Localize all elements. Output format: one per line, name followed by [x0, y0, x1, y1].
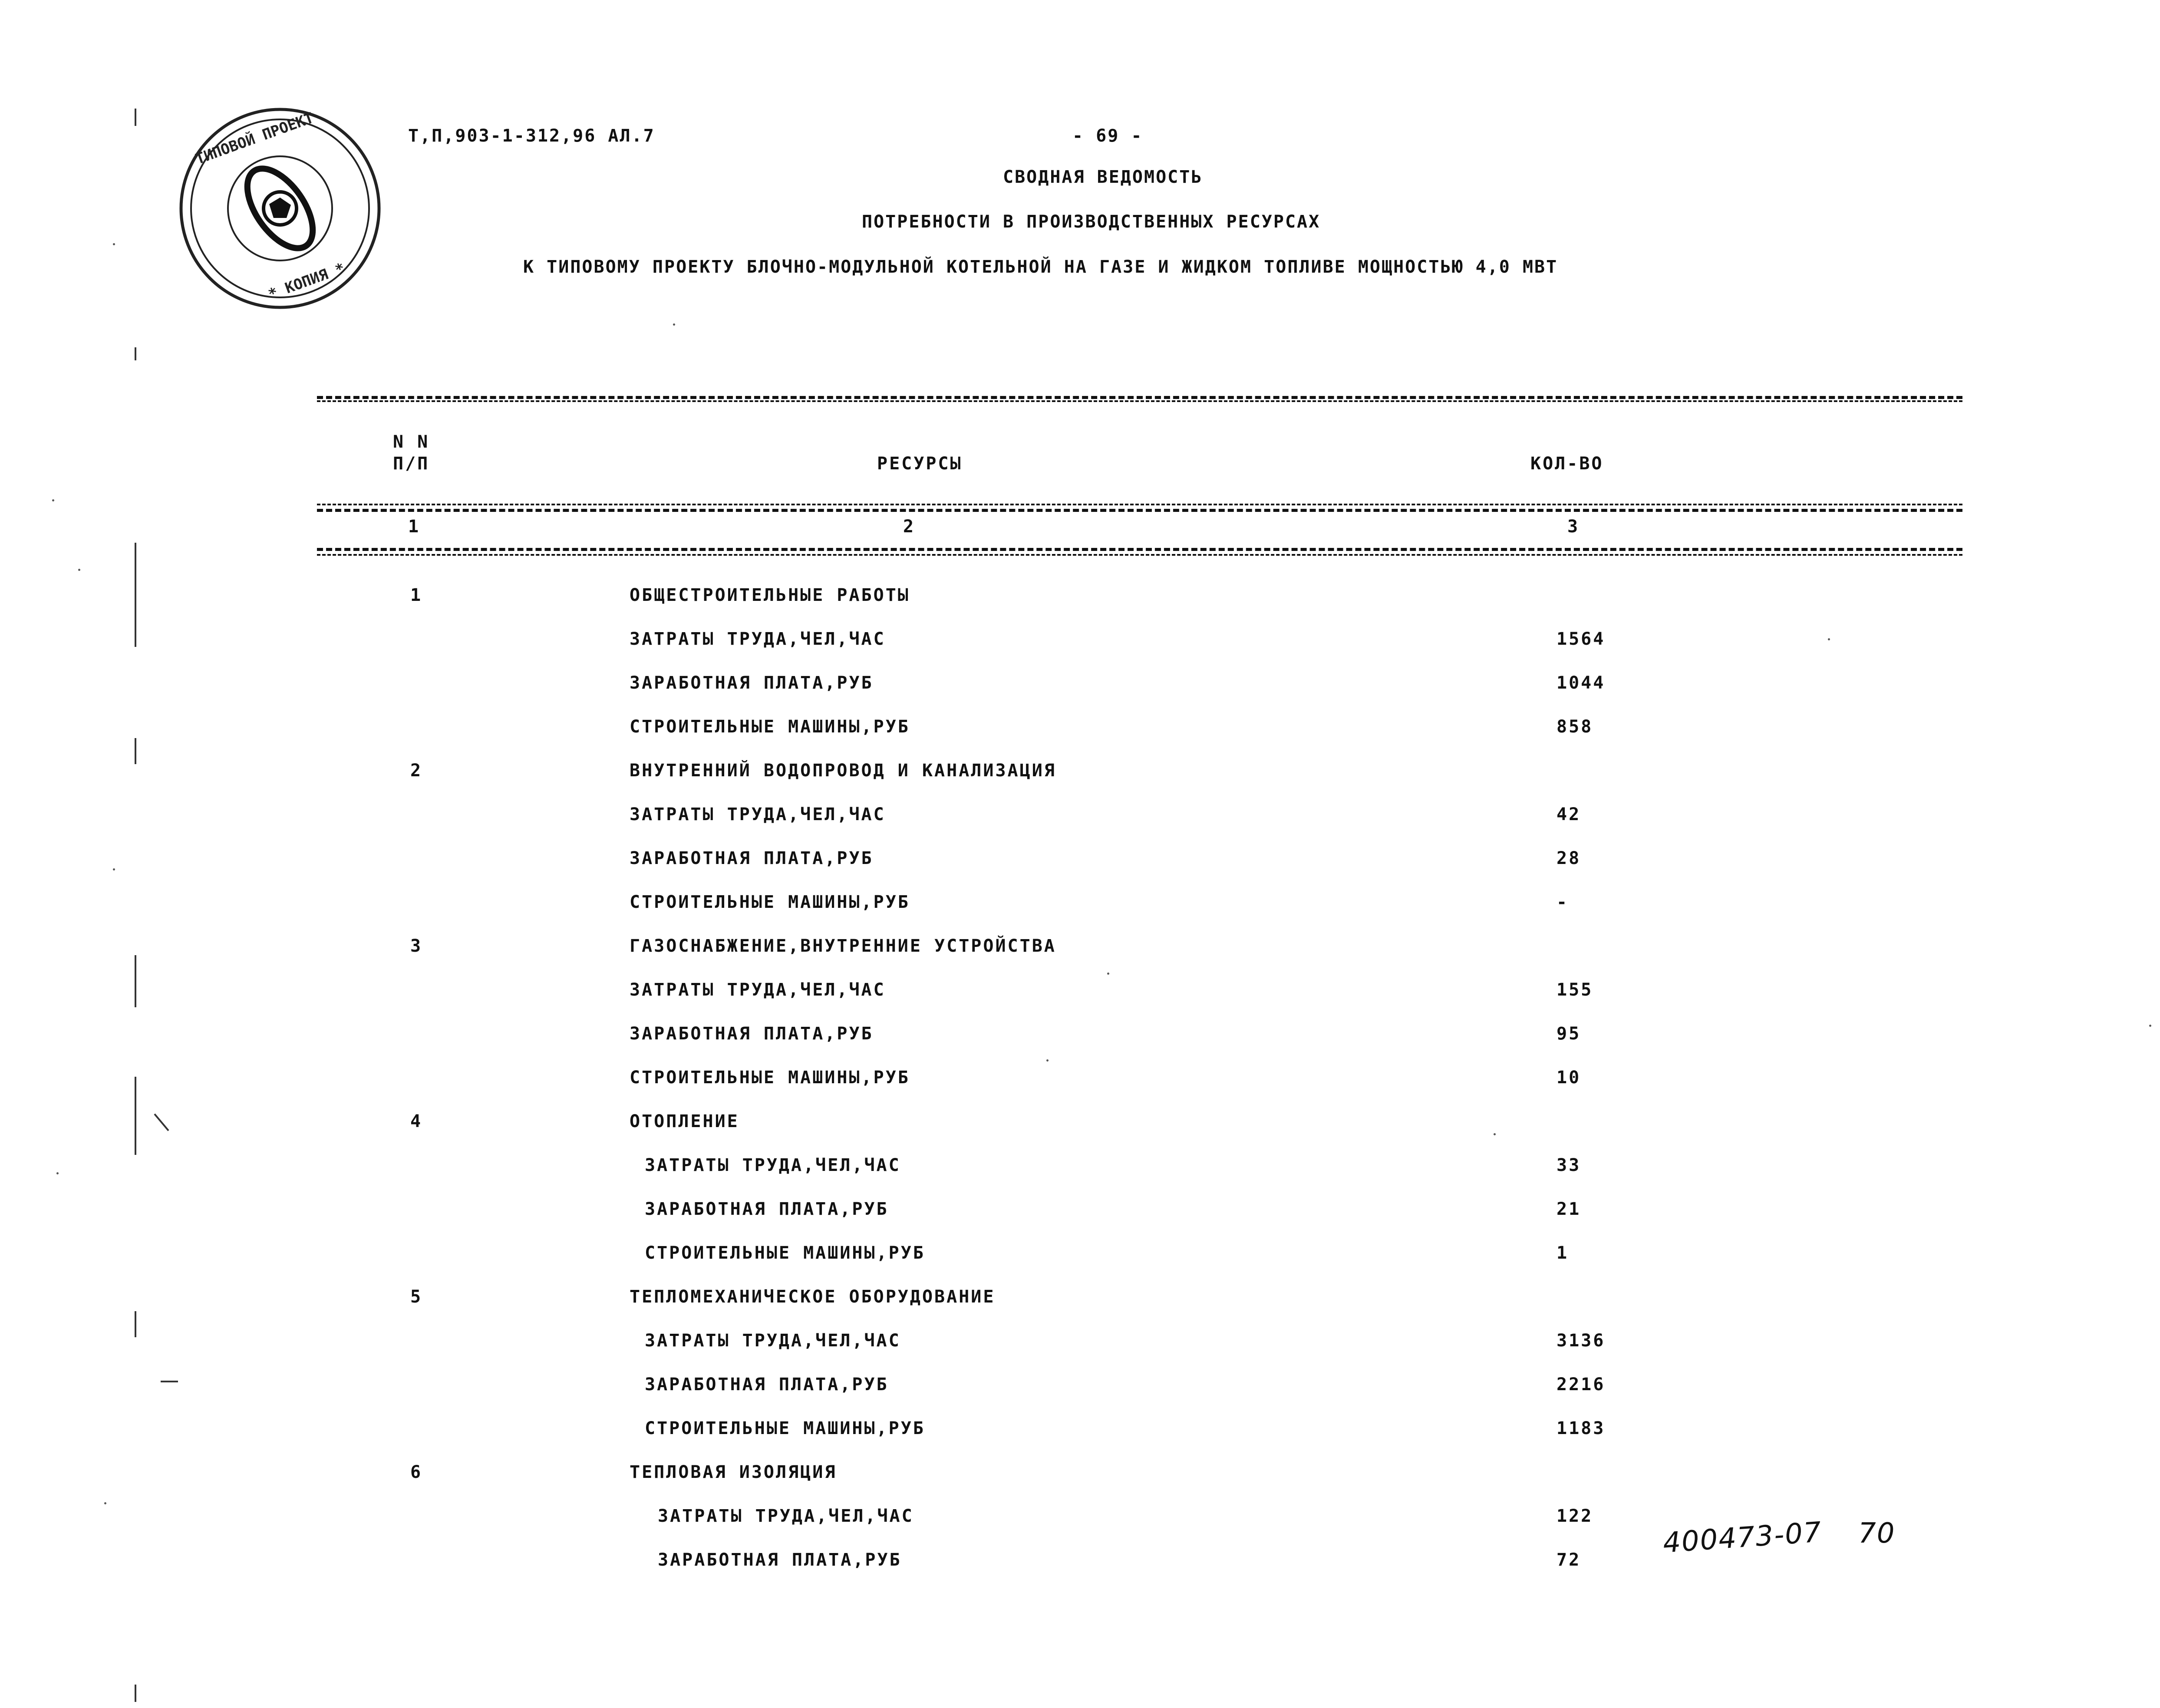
column-index-bottom-rule [317, 548, 1962, 551]
resource-quantity: 122 [1557, 1506, 1593, 1526]
resource-label: ЗАТРАТЫ ТРУДА,ЧЕЛ,ЧАС [630, 980, 886, 1000]
resource-label: ЗАРАБОТНАЯ ПЛАТА,РУБ [630, 673, 874, 693]
row-number: 2 [410, 761, 423, 781]
resource-quantity: 10 [1557, 1068, 1581, 1088]
svg-text:ТИПОВОЙ ПРОЕКТ: ТИПОВОЙ ПРОЕКТ [193, 109, 317, 168]
section-title: ВНУТРЕННИЙ ВОДОПРОВОД И КАНАЛИЗАЦИЯ [630, 761, 1056, 781]
resource-quantity: 1 [1557, 1243, 1569, 1263]
section-title: ТЕПЛОВАЯ ИЗОЛЯЦИЯ [630, 1462, 837, 1482]
resource-label: СТРОИТЕЛЬНЫЕ МАШИНЫ,РУБ [645, 1243, 925, 1263]
resource-quantity: 42 [1557, 805, 1581, 824]
resource-label: ЗАРАБОТНАЯ ПЛАТА,РУБ [630, 848, 874, 868]
resource-label: ЗАРАБОТНАЯ ПЛАТА,РУБ [630, 1024, 874, 1044]
row-number: 4 [410, 1111, 423, 1131]
row-number: 3 [410, 936, 423, 956]
resource-quantity: 858 [1557, 717, 1593, 737]
section-title: ОТОПЛЕНИЕ [630, 1111, 739, 1131]
resource-label: ЗАТРАТЫ ТРУДА,ЧЕЛ,ЧАС [645, 1331, 901, 1351]
resource-quantity: 33 [1557, 1155, 1581, 1175]
document-subtitle-2: К ТИПОВОМУ ПРОЕКТУ БЛОЧНО-МОДУЛЬНОЙ КОТЕЛЬНОЙ НА ГАЗЕ И ЖИДКОМ ТОПЛИВЕ МОЩНОСТЬЮ 4,0 МВТ [523, 257, 1558, 277]
column-header-resources: РЕСУРСЫ [877, 454, 963, 474]
column-index-1: 1 [408, 517, 421, 537]
resource-quantity: 28 [1557, 848, 1581, 868]
column-index-top-rule [317, 504, 1962, 505]
column-index-top-rule-2 [317, 509, 1962, 512]
resource-quantity: - [1557, 892, 1569, 912]
seal-stamp-icon [176, 104, 384, 313]
section-title: ТЕПЛОМЕХАНИЧЕСКОЕ ОБОРУДОВАНИЕ [630, 1287, 996, 1307]
resource-quantity: 95 [1557, 1024, 1581, 1044]
column-index-2: 2 [903, 517, 916, 537]
row-number: 5 [410, 1287, 423, 1307]
row-number: 6 [410, 1462, 423, 1482]
column-index-bottom-rule-2 [317, 554, 1962, 556]
resource-quantity: 155 [1557, 980, 1593, 1000]
section-title: ГАЗОСНАБЖЕНИЕ,ВНУТРЕННИЕ УСТРОЙСТВА [630, 936, 1056, 956]
resource-quantity: 2216 [1557, 1375, 1606, 1395]
resource-quantity: 3136 [1557, 1331, 1606, 1351]
resource-label: ЗАТРАТЫ ТРУДА,ЧЕЛ,ЧАС [658, 1506, 914, 1526]
column-header-nn: N N [393, 432, 430, 452]
table-top-rule [317, 396, 1962, 399]
document-code: Т,П,903-1-312,96 АЛ.7 [408, 126, 655, 146]
page-number: - 69 - [1072, 126, 1143, 146]
resource-label: ЗАРАБОТНАЯ ПЛАТА,РУБ [645, 1375, 889, 1395]
resource-label: СТРОИТЕЛЬНЫЕ МАШИНЫ,РУБ [630, 892, 910, 912]
resource-label: ЗАТРАТЫ ТРУДА,ЧЕЛ,ЧАС [645, 1155, 901, 1175]
resource-label: СТРОИТЕЛЬНЫЕ МАШИНЫ,РУБ [645, 1418, 925, 1438]
resource-quantity: 21 [1557, 1199, 1581, 1219]
handwritten-page-number: 70 [1858, 1517, 1896, 1550]
svg-text:* КОПИЯ *: * КОПИЯ * [266, 259, 347, 303]
document-subtitle: ПОТРЕБНОСТИ В ПРОИЗВОДСТВЕННЫХ РЕСУРСАХ [862, 212, 1321, 232]
resource-label: ЗАРАБОТНАЯ ПЛАТА,РУБ [645, 1199, 889, 1219]
row-number: 1 [410, 585, 423, 605]
resource-quantity: 1564 [1557, 629, 1606, 649]
resource-quantity: 1044 [1557, 673, 1606, 693]
resource-quantity: 72 [1557, 1550, 1581, 1570]
table-header-rule [317, 400, 1962, 402]
resource-label: ЗАРАБОТНАЯ ПЛАТА,РУБ [658, 1550, 902, 1570]
resource-label: СТРОИТЕЛЬНЫЕ МАШИНЫ,РУБ [630, 717, 910, 737]
column-header-pp: П/П [393, 454, 430, 474]
resource-label: СТРОИТЕЛЬНЫЕ МАШИНЫ,РУБ [630, 1068, 910, 1088]
resource-label: ЗАТРАТЫ ТРУДА,ЧЕЛ,ЧАС [630, 629, 886, 649]
column-header-quantity: КОЛ-ВО [1530, 454, 1604, 474]
resource-label: ЗАТРАТЫ ТРУДА,ЧЕЛ,ЧАС [630, 805, 886, 824]
section-title: ОБЩЕСТРОИТЕЛЬНЫЕ РАБОТЫ [630, 585, 910, 605]
column-index-3: 3 [1567, 517, 1580, 537]
document-title: СВОДНАЯ ВЕДОМОСТЬ [1003, 167, 1203, 187]
handwritten-archive-code: 400473-07 [1662, 1516, 1823, 1560]
resource-quantity: 1183 [1557, 1418, 1606, 1438]
